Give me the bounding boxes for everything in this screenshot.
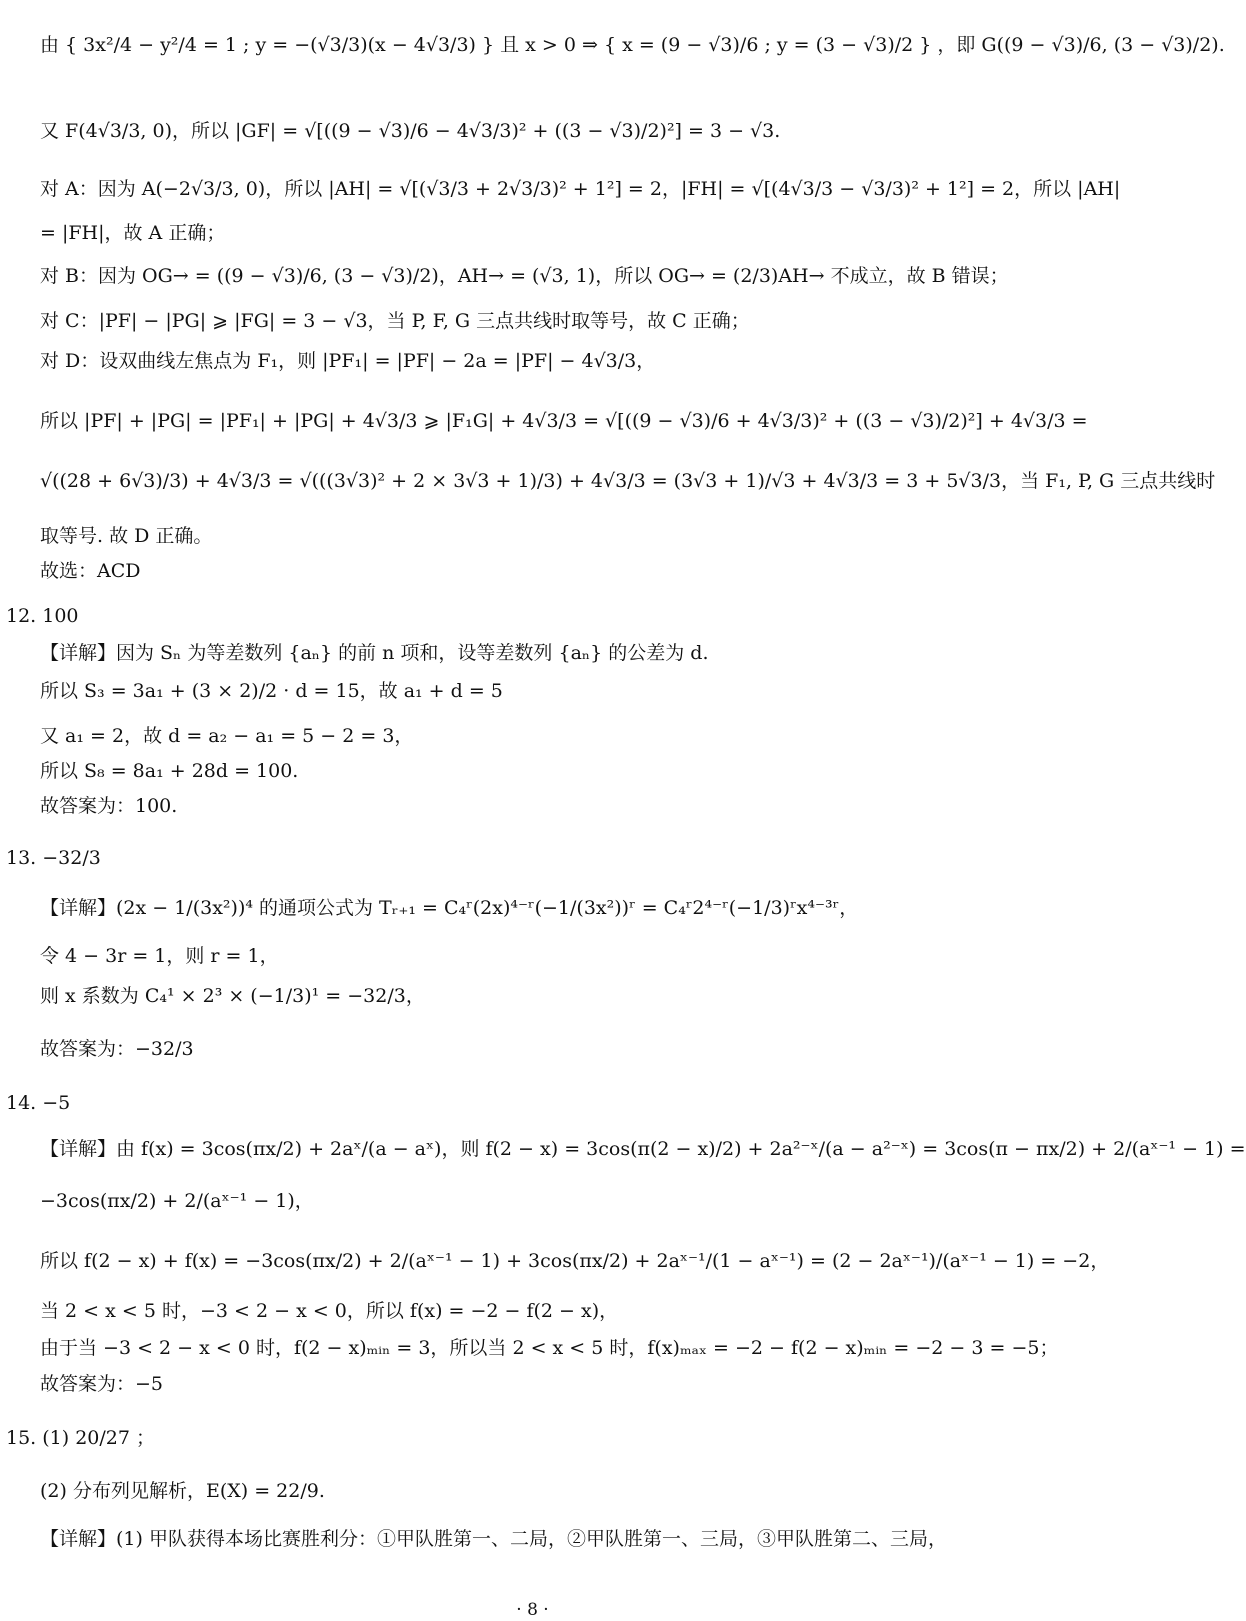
text-line: 故答案为：−32/3 [40,1038,194,1060]
text-line: 所以 S₃ = 3a₁ + (3 × 2)/2 · d = 15，故 a₁ + d = 5 [40,680,503,702]
text-line: = |FH|，故 A 正确； [40,222,226,244]
text-line: 由 { 3x²/4 − y²/4 = 1 ; y = −(√3/3)(x − 4√3/3) } 且 x > 0 ⇒ { x = (9 − √3)/6 ; y = (3 − √3)/2 } ，即 G((9 − √3)/6, (3 − √3)/2). [40,34,1225,56]
text-line: 对 C：|PF| − |PG| ⩾ |FG| = 3 − √3，当 P, F, G 三点共线时取等号，故 C 正确； [40,310,750,332]
text-line: 故答案为：−5 [40,1373,164,1395]
question-number: 12. 100 [6,605,79,627]
text-line: 故选：ACD [40,560,141,582]
text-line: 当 2 < x < 5 时，−3 < 2 − x < 0，所以 f(x) = −2 − f(2 − x)， [40,1300,619,1322]
page-number: · 8 · [516,1600,549,1620]
text-line: −3cos(πx/2) + 2/(aˣ⁻¹ − 1)， [40,1190,314,1212]
text-line: 则 x 系数为 C₄¹ × 2³ × (−1/3)¹ = −32/3， [40,985,425,1007]
text-line: 故答案为：100. [40,795,178,817]
text-line: 所以 S₈ = 8a₁ + 28d = 100. [40,760,299,782]
text-line: √((28 + 6√3)/3) + 4√3/3 = √(((3√3)² + 2 × 3√3 + 1)/3) + 4√3/3 = (3√3 + 1)/√3 + 4√3/3 = 3 + 5√3/3，当 F₁, P, G 三点共线时 [40,470,1216,492]
text-line: 所以 f(2 − x) + f(x) = −3cos(πx/2) + 2/(aˣ⁻¹ − 1) + 3cos(πx/2) + 2aˣ⁻¹/(1 − aˣ⁻¹) = (2 − 2aˣ⁻¹)/(aˣ⁻¹ − 1) = −2， [40,1250,1110,1272]
text-line: 对 D：设双曲线左焦点为 F₁，则 |PF₁| = |PF| − 2a = |PF| − 4√3/3， [40,350,656,372]
text-line: 对 B：因为 OG→ = ((9 − √3)/6, (3 − √3)/2)，AH→ = (√3, 1)，所以 OG→ = (2/3)AH→ 不成立，故 B 错误； [40,265,1009,287]
text-line: 取等号. 故 D 正确。 [40,525,213,547]
text-line: 【详解】由 f(x) = 3cos(πx/2) + 2aˣ/(a − aˣ)，则 f(2 − x) = 3cos(π(2 − x)/2) + 2a²⁻ˣ/(a − a²⁻ˣ) = 3cos(π − πx/2) + 2/(aˣ⁻¹ − 1) = [40,1138,1246,1160]
question-number: 14. −5 [6,1092,71,1114]
text-line: 由于当 −3 < 2 − x < 0 时，f(2 − x)ₘᵢₙ = 3，所以当 2 < x < 5 时，f(x)ₘₐₓ = −2 − f(2 − x)ₘᵢₙ = −2 − 3 = −5； [40,1337,1059,1359]
text-line: 对 A：因为 A(−2√3/3, 0)，所以 |AH| = √[(√3/3 + 2√3/3)² + 1²] = 2，|FH| = √[(4√3/3 − √3/3)² + 1²] = 2，所以 |AH| [40,178,1121,200]
text-line: 【详解】(1) 甲队获得本场比赛胜利分：①甲队胜第一、二局，②甲队胜第一、三局，③甲队胜第二、三局， [40,1528,947,1550]
text-line: (2) 分布列见解析，E(X) = 22/9. [40,1480,325,1502]
text-line: 令 4 − 3r = 1，则 r = 1， [40,945,279,967]
text-line: 又 F(4√3/3, 0)，所以 |GF| = √[((9 − √3)/6 − 4√3/3)² + ((3 − √3)/2)²] = 3 − √3. [40,120,781,142]
text-line: 【详解】(2x − 1/(3x²))⁴ 的通项公式为 Tᵣ₊₁ = C₄ʳ(2x)⁴⁻ʳ(−1/(3x²))ʳ = C₄ʳ2⁴⁻ʳ(−1/3)ʳx⁴⁻³ʳ， [40,897,859,919]
question-number: 15. (1) 20/27 ； [6,1427,156,1449]
text-line: 又 a₁ = 2，故 d = a₂ − a₁ = 5 − 2 = 3， [40,725,414,747]
text-line: 【详解】因为 Sₙ 为等差数列 {aₙ} 的前 n 项和，设等差数列 {aₙ} 的公差为 d. [40,642,709,664]
question-number: 13. −32/3 [6,847,101,869]
text-line: 所以 |PF| + |PG| = |PF₁| + |PG| + 4√3/3 ⩾ |F₁G| + 4√3/3 = √[((9 − √3)/6 + 4√3/3)² + ((3 − √3)/2)²] + 4√3/3 = [40,410,1088,432]
